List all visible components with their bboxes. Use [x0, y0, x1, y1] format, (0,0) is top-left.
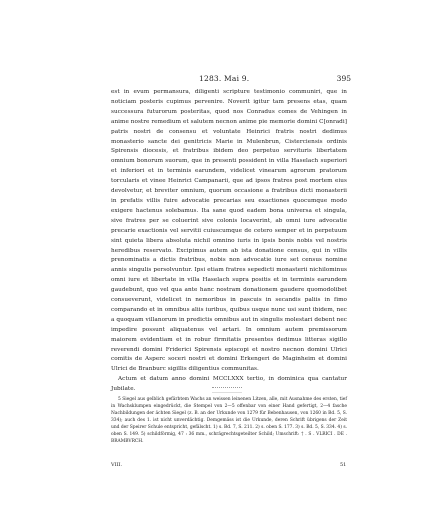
signature-mark: VIII.: [111, 462, 123, 468]
running-head: [0, 73, 439, 85]
dating-clause: Actum et datum anno domini MCCLXXX tertio, in dominica qua cantatur Jubilate.: [111, 376, 347, 393]
page-number: 395: [336, 74, 351, 83]
section-divider: [212, 387, 242, 388]
section-divider-secondary: [212, 392, 242, 393]
charter-text: est in evum permansura, diligenti scripture testimonio communiri, que in noticiam posteris cupimus pervenire. Noverit igitur tam presens etas, quam successura futurorum posteritas, quod nos Conradus comes de Vehingen in anime nostre remedium et salutem necnon anime pie memorie domini C[onradi] patris nostri de consensu et voluntate Heinrici fratris nostri dedimus monasterio sancte dei genitricis Marie in Mulenbrun, Cisterciensis ordinis Spirensis diocesis, et fratribus ibidem deo perpetuo servituris libertatem omnium bonorum suorum, que in presenti possident in villa Haselach superiori et inferiori et in terminis earundem, videlicet vinearum agrorum pratorum torcularis et vinee Heinrici Campanarii, que ad ipsos fratres post mortem eius devolvetur, et breviter omnium, quorum occasione a fratribus dicti monasterii in prefatis villis fuire advocatie precarias seu exactiones quocumque modo exigere hactenus solebamus. Ita sane quod eadem bona universa et singula, sive fratres per se coluerint sive colonis locaverint, ab omni iure advocatie precarie exactionis vel servitii cuiuscumque de cetero semper et in perpetuum sint quieta libera absoluta nichil omnino iuris in ipsis bonis nobis vel nostris heredibus reservato. Excipimus autem ab ista donatione census, qui in villis prenominatis a dictis fratribus, nobis non advocatie iure set census nomine annis singulis persolvuntur. Ipsi etiam fratres sepedicti monasterii nichilominus omni iure et libertate in villa Haselach supra positis et in terminis earundem gaudebunt, quo vel qua ante hanc nostram donationem gaudere quomodolibet consueverunt, videlicet in nemoribus in pascuis in secandis paliis in fimo comparando et in omnibus aliis iuribus, quibus usque nunc usi sunt ibidem, nec a quoquam villanorum in predictis omnibus aut in singulis molestari debent nec impedire possunt aliquatenus vel artari. In omnium autem premissorum maiorem evidentiam et in robur firmitatis presentes dedimus litteras sigillo reverendi domini Friderici Spirensis episcopi et nostro necnon domini Ulrici comitis de Asperc soceri nostri et domini Erkengeri de Maginheim et domini Ulrici de Branburc sigillis diligentius communitas.: [111, 89, 347, 373]
header-date: 1283. Mai 9.: [199, 74, 250, 83]
sheet-number: 51: [340, 462, 347, 468]
footnote: 5 Siegel aus gelblich gefärbtem Wachs an weissen leinenen Litzen, alle, mit Ausnahme des ersten, tief in Wachsklumpen eingedrückt, die Stempel von 2—5 offenbar von einer Hand gefertigt, 2—4 fasche Nachbildungen der ächten Siegel (z. B. an der Urkunde von 1279 für Bebenhausen, von 1260 in Bd. 5, S. 334); auch des 1. ist nicht unverdächtig. Demgemäss ist die Urkunde, deren Schrift übrigens der Zeit und der Speirer Schule entspricht, gefälscht. 1) s. Bd. 7, S. 211. 2) s. oben S. 177. 3) s. Bd. 5, S. 334. 4) s. oben S. 149. 5) schildförmig, 47 : 36 mm., schrägrechtsgeteilter Schild; Umschrift: † . S . VLRICI . DE . BRAMBVRCH.: [111, 397, 347, 445]
